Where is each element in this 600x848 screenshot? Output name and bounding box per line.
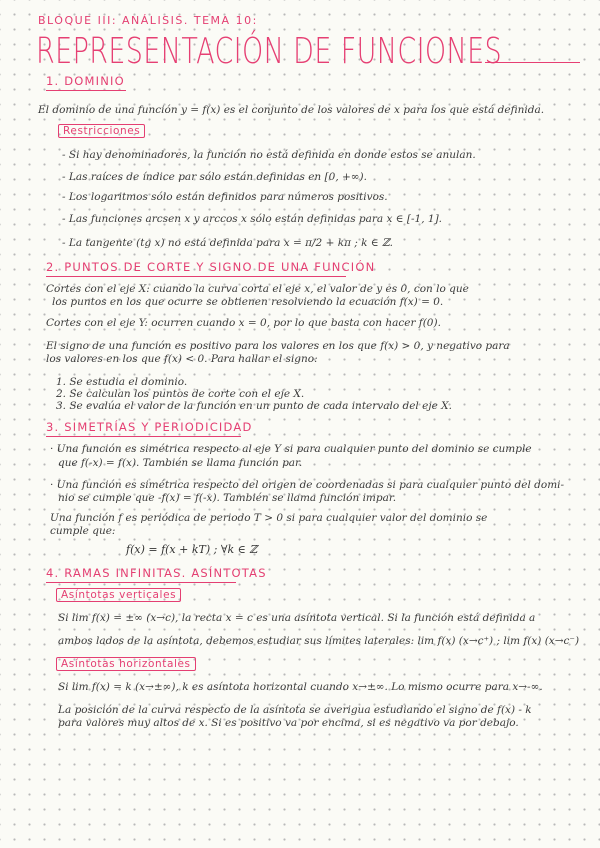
cortes-eje-x-line1: Cortes con el eje X: cuando la curva corta el eje x, el valor de y es 0, con lo que xyxy=(46,283,469,295)
restriction-item: - Las raíces de índice par sólo están definidas en [0, +∞). xyxy=(62,171,367,183)
simetria-par-line2: que f(-x) = f(x). También se llama función par. xyxy=(58,457,303,469)
horizontales-line1: Si lim f(x) = k (x→±∞), k es asíntota horizontal cuando x→±∞. Lo mismo ocurre para x→-∞. xyxy=(58,681,543,693)
horizontales-line3: para valores muy altos de x. Si es positivo va por encima, si es negativo va por debajo. xyxy=(58,717,519,729)
verticales-line1: Si lim f(x) = ±∞ (x→c), la recta x = c es una asíntota vertical. Si la función está definida a xyxy=(58,612,536,624)
periodicidad-line1: Una función f es periódica de periodo T > 0 si para cualquier valor del dominio se xyxy=(50,512,488,524)
horizontales-line2: La posición de la curva respecto de la asíntota se averigua estudiando el signo de f(x) - k xyxy=(58,704,532,716)
simetria-impar-line1: · Una función es simétrica respecto del origen de coordenadas si para cualquier punto del domi- xyxy=(50,479,565,491)
header-label: BLOQUE III: ANÁLISIS. TEMA 10: xyxy=(38,14,258,27)
section-1-underline xyxy=(46,90,126,91)
periodicidad-line2: cumple que: xyxy=(50,525,116,537)
simetria-par-line1: · Una función es simétrica respecto al eje Y si para cualquier punto del dominio se cumple xyxy=(50,443,532,455)
verticales-line2: ambos lados de la asíntota, debemos estudiar sus límites laterales: lim f(x) (x→c⁺) ; lim f(x) (x→c⁻) xyxy=(58,635,580,647)
asintotas-verticales-label: Asíntotas verticales xyxy=(56,588,181,602)
page-title: REPRESENTACIÓN DE FUNCIONES xyxy=(36,31,503,72)
restriction-item: - La tangente (tg x) no está definida para x = π/2 + kπ ; k ∈ ℤ. xyxy=(62,237,393,249)
periodicidad-formula: f(x) = f(x + kT) ; ∀k ∈ ℤ xyxy=(126,543,258,556)
simetria-impar-line2: nio se cumple que -f(x) = f(-x). También se llama función impar. xyxy=(58,492,397,504)
signo-step: 3. Se evalúa el valor de la función en un punto de cada intervalo del eje X. xyxy=(56,400,452,412)
cortes-eje-y: Cortes con el eje Y: ocurren cuando x = 0, por lo que basta con hacer f(0). xyxy=(46,317,441,329)
signo-line1: El signo de una función es positivo para los valores en los que f(x) > 0, y negativo para xyxy=(46,340,510,352)
cortes-eje-x-line2: los puntos en los que ocurre se obtienen resolviendo la ecuación f(x) = 0. xyxy=(52,296,444,308)
title-underline xyxy=(485,62,580,63)
section-1-heading: 1. DOMINIO xyxy=(46,74,125,88)
restriction-item: - Si hay denominadores, la función no está definida en donde estos se anulan. xyxy=(62,149,476,161)
restriction-item: - Las funciones arcsen x y arccos x sólo están definidas para x ∈ [-1, 1]. xyxy=(62,213,443,225)
restricciones-label: Restricciones xyxy=(58,124,145,138)
signo-step: 1. Se estudia el dominio. xyxy=(56,376,188,388)
section-4-underline xyxy=(46,582,236,583)
asintotas-horizontales-label: Asíntotas horizontales xyxy=(56,657,196,671)
dominio-definition: El dominio de una función y = f(x) es el conjunto de los valores de x para los que está definida. xyxy=(38,104,545,116)
signo-line2: los valores en los que f(x) < 0. Para hallar el signo: xyxy=(46,353,318,365)
section-2-underline xyxy=(46,276,346,277)
section-2-heading: 2. PUNTOS DE CORTE Y SIGNO DE UNA FUNCIÓN xyxy=(46,260,376,274)
section-3-heading: 3. SIMETRÍAS Y PERIODICIDAD xyxy=(46,420,253,434)
signo-step: 2. Se calculan los puntos de corte con el eje X. xyxy=(56,388,305,400)
section-4-heading: 4. RAMAS INFINITAS. ASÍNTOTAS xyxy=(46,566,267,580)
restriction-item: - Los logaritmos sólo están definidos para números positivos. xyxy=(62,191,388,203)
section-3-underline xyxy=(46,436,241,437)
